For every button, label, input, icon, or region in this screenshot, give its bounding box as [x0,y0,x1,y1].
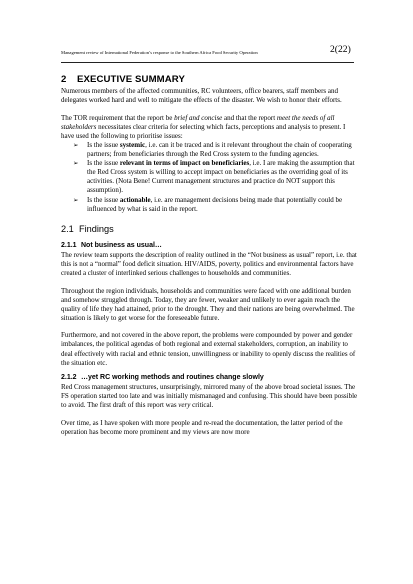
section-number: 2 [61,74,67,85]
section-title: EXECUTIVE SUMMARY [77,74,185,85]
section-heading-executive-summary [61,74,359,85]
arrow-bullet-icon: ➢ [73,141,79,149]
priority-criteria-list [61,141,359,214]
body-paragraph: The review team supports the description of reality outlined in the “Not business as usual” report, i.e. that this is not a “normal” food deficit situation. HIV/AIDS, poverty, politics and environmental factors have created a cluster of interlinked serious challenges to households and communities. [61,250,357,277]
intro-paragraph: Numerous members of the affected communities, RC volunteers, office bearers, staff members and delegates worked hard and well to mitigate the effects of the disaster. We wish to honor their efforts. [61,87,342,105]
item-bold: relevant in terms of impact on beneficiaries [119,159,250,168]
list-item [61,141,359,159]
tor-paragraph [61,114,359,141]
item-text: , i.e. are management decisions being made that potentially could be influenced by what is said in the report. [87,195,343,213]
section-heading-findings [61,224,359,235]
para-text-end: critical. [190,400,214,409]
list-item [61,159,359,195]
subsection-title: Not business as usual… [81,241,162,249]
subsection-number: 2.1.1 [61,241,77,249]
subsection-heading-rc-working-methods [61,373,359,382]
page-number: 2(22) [330,44,351,55]
item-text: , i.e. I are making the assumption that the Red Cross system is willing to accept impact on beneficiaries as the overriding goal of its activities. (Nota Bene! Current management structures and practice do NOT support this assumption). [87,159,355,195]
header-rule [61,62,354,63]
document-body [61,68,359,437]
subsection-heading-not-business-as-usual [61,241,359,250]
para-italic: very [178,400,191,409]
item-text: Is the issue [87,159,120,168]
tor-text-3: necessitates clear criteria for selecting which facts, perceptions and analysis to present. I have used the following to prioritise issues: [61,122,346,140]
subsection-number: 2.1.2 [61,373,77,381]
tor-italic-1: brief and concise [174,113,223,122]
list-item [61,196,359,214]
item-text: Is the issue [87,195,120,204]
section-number: 2.1 [61,223,74,234]
item-bold: systemic [119,140,146,149]
body-paragraph: Throughout the region individuals, households and communities were faced with one additional burden and somehow struggled through. Today, they are fewer, weaker and unlikely to ever again reach the quality of life they had attained, prior to the drought. They and their nations are being overwhelmed. The situation is likely to get worse for the foreseeable future. [61,286,355,322]
arrow-bullet-icon: ➢ [73,196,79,204]
item-text: , i.e. can it be traced and is it relevant throughout the chain of cooperating partners; from beneficiaries through the Red Cross system to the funding agencies. [87,140,352,159]
section-title: Findings [79,223,114,234]
running-header: Management review of International Federation’s response to the Southern Africa Food Security Operation [61,50,258,55]
body-paragraph [61,383,359,410]
body-paragraph: Over time, as I have spoken with more people and re-read the documentation, the latter period of the operation has become more prominent and my views are now more [61,418,343,436]
para-text: Red Cross management structures, unsurprisingly, mirrored many of the above broad societal issues. The FS operation started too late and was initially mismanaged and confusing. This should have been possible to avoid. The first draft of this report was [61,382,358,409]
arrow-bullet-icon: ➢ [73,160,79,168]
item-text: Is the issue [87,140,120,149]
tor-text-1: The TOR requirement that the report be [61,113,175,122]
tor-text-2: and that the report [222,113,277,122]
body-paragraph: Furthermore, and not covered in the above report, the problems were compounded by power and gender imbalances, the political agendas of both regional and external stakeholders, corruption, an inability to deal effectively with racial and ethnic tension, unwillingness or inability to openly discuss the realities of the situation etc. [61,331,356,367]
item-bold: actionable [119,195,151,204]
tor-italic-2: meet the needs of all stakeholders [61,113,335,131]
subsection-title: …yet RC working methods and routines change slowly [81,373,264,381]
